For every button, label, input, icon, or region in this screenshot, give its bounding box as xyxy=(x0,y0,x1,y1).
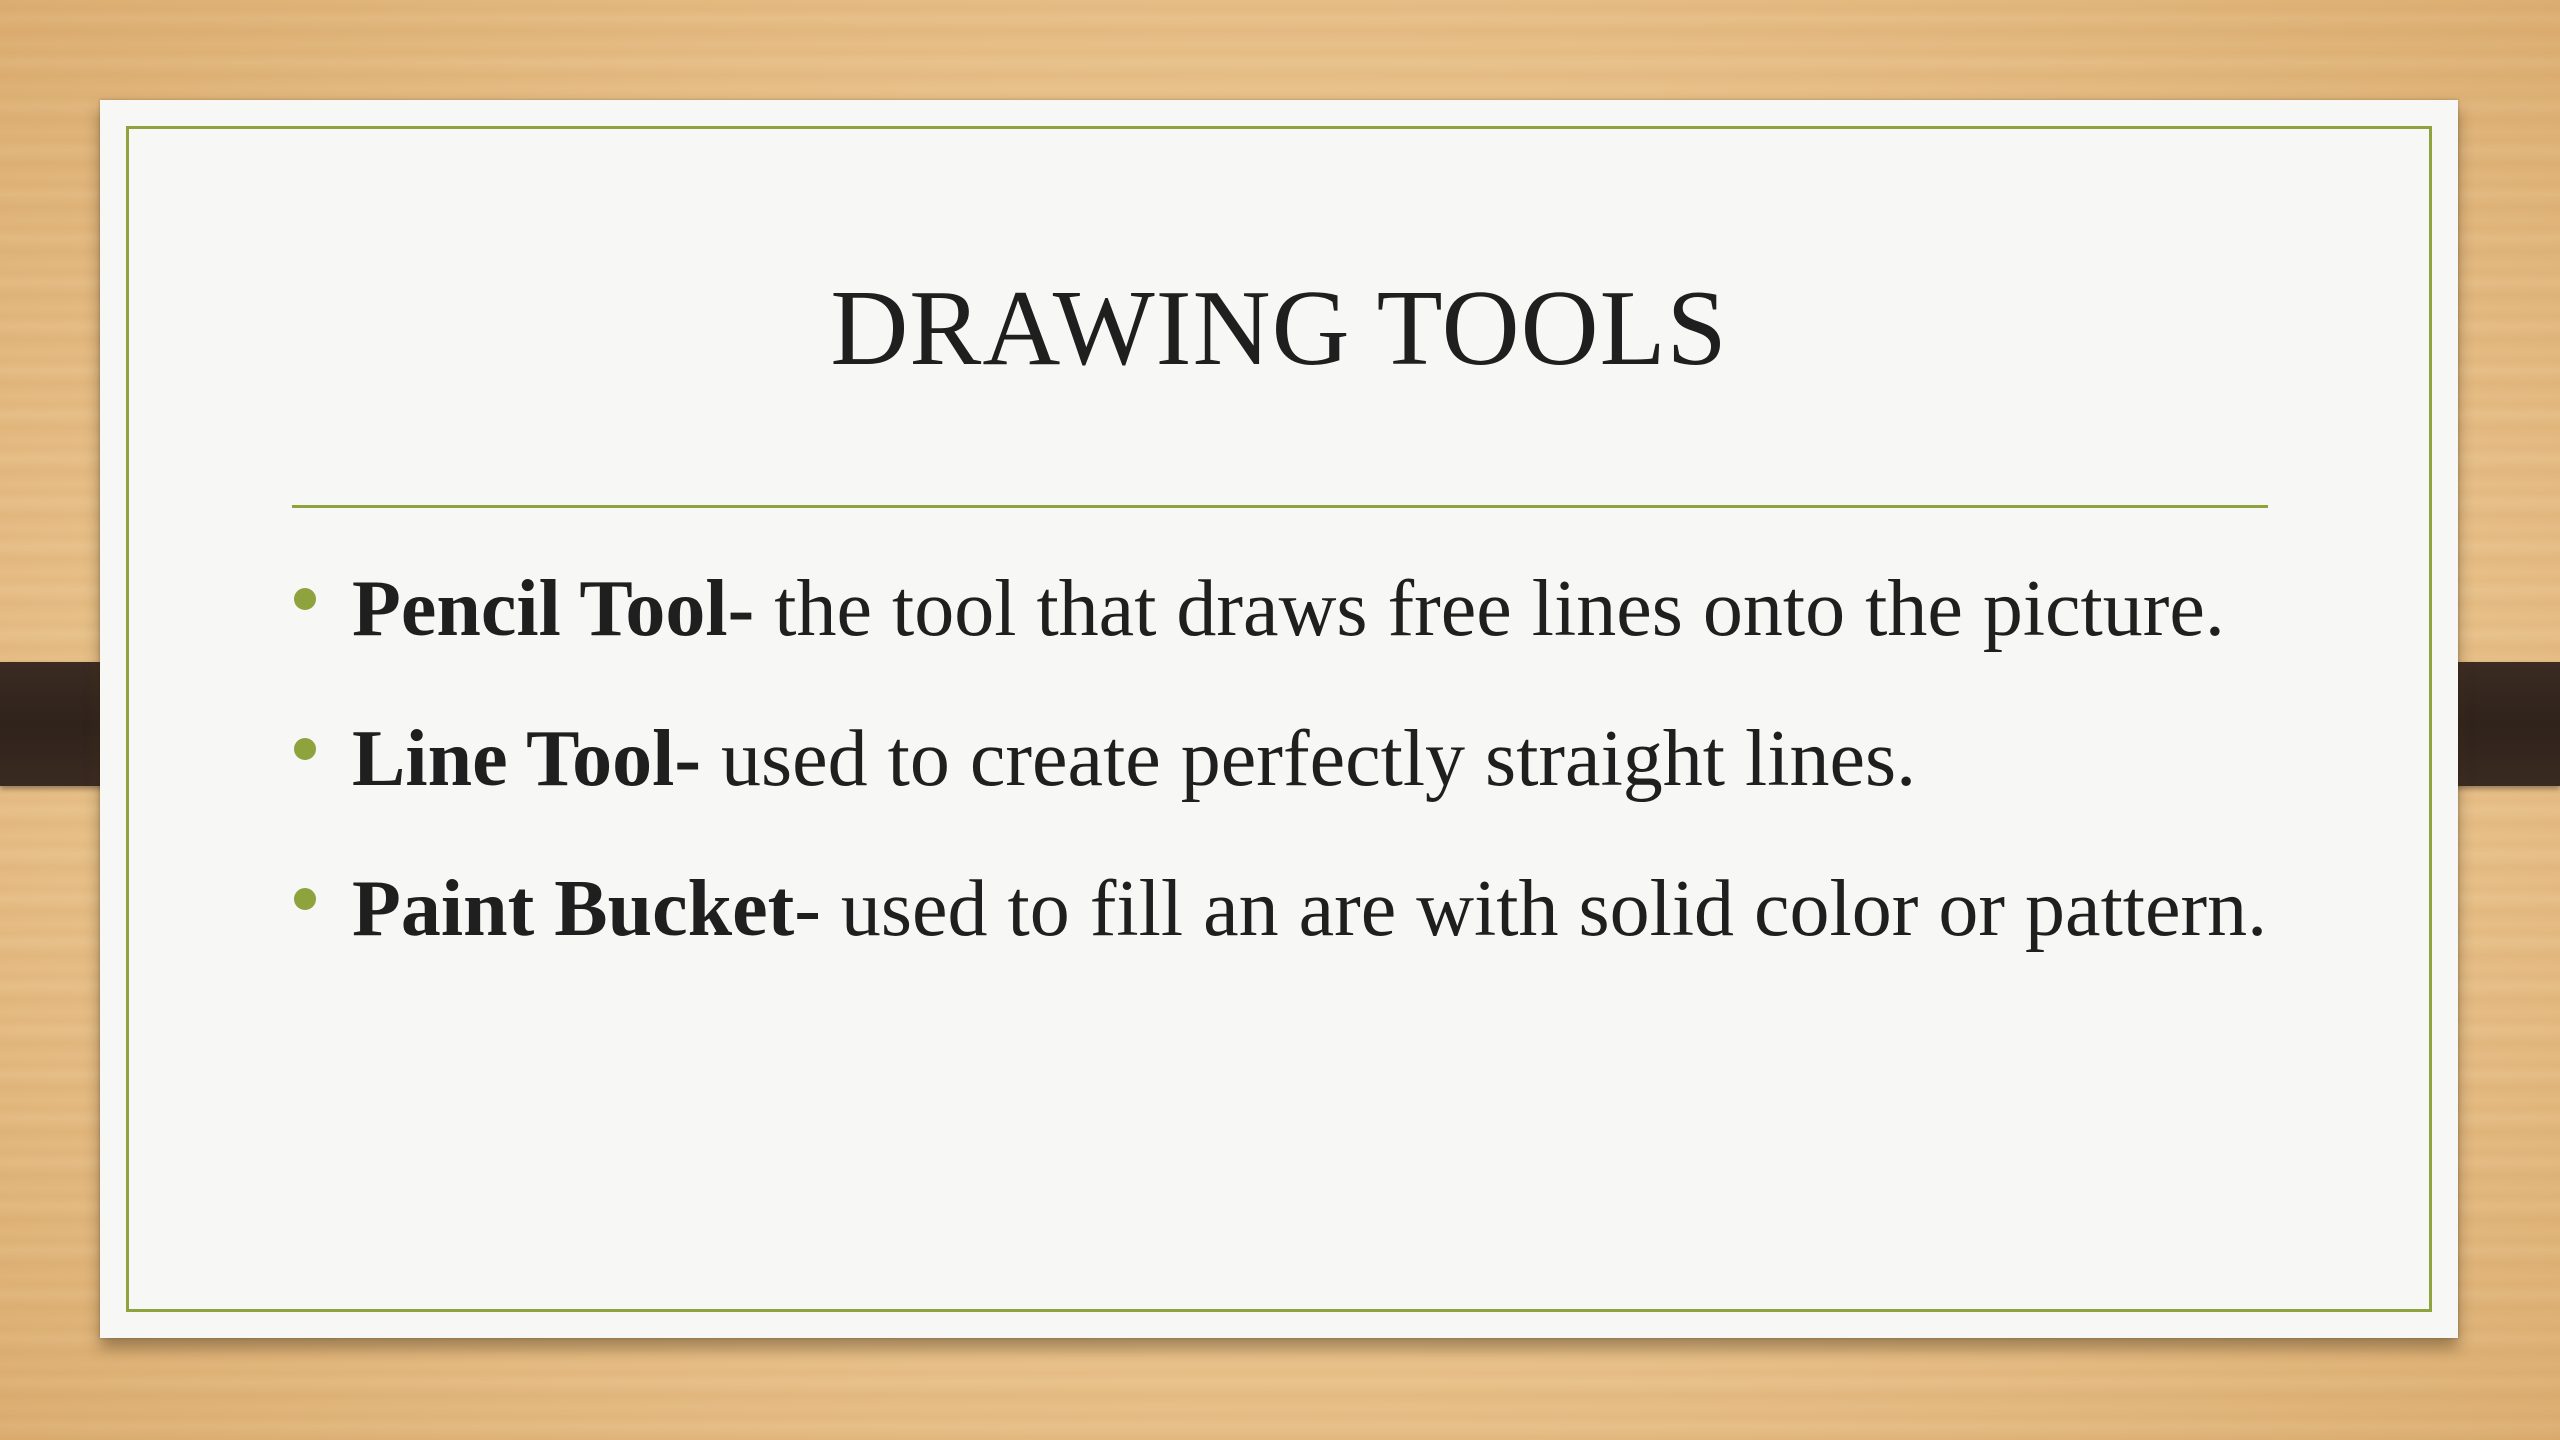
bullet-text: the tool that draws free lines onto the picture. xyxy=(754,565,2225,653)
bullet-item-line-tool xyxy=(352,700,2372,818)
bullet-term: Line Tool- xyxy=(352,715,702,803)
bullet-text: used to create perfectly straight lines. xyxy=(701,715,1917,803)
title-divider xyxy=(292,505,2268,508)
bullet-item-pencil-tool xyxy=(352,550,2372,668)
bullet-term: Pencil Tool- xyxy=(352,565,755,653)
bullet-dot-icon xyxy=(294,588,316,610)
bullet-dot-icon xyxy=(294,888,316,910)
slide-title: DRAWING TOOLS xyxy=(830,269,1728,388)
bullet-text: - used to fill an are with solid color or pattern. xyxy=(794,865,2268,953)
bullet-list xyxy=(352,550,2372,1000)
bullet-dot-icon xyxy=(294,738,316,760)
bullet-item-paint-bucket xyxy=(352,850,2372,968)
slide xyxy=(100,100,2458,1338)
bullet-term: Paint Bucket xyxy=(352,865,795,953)
